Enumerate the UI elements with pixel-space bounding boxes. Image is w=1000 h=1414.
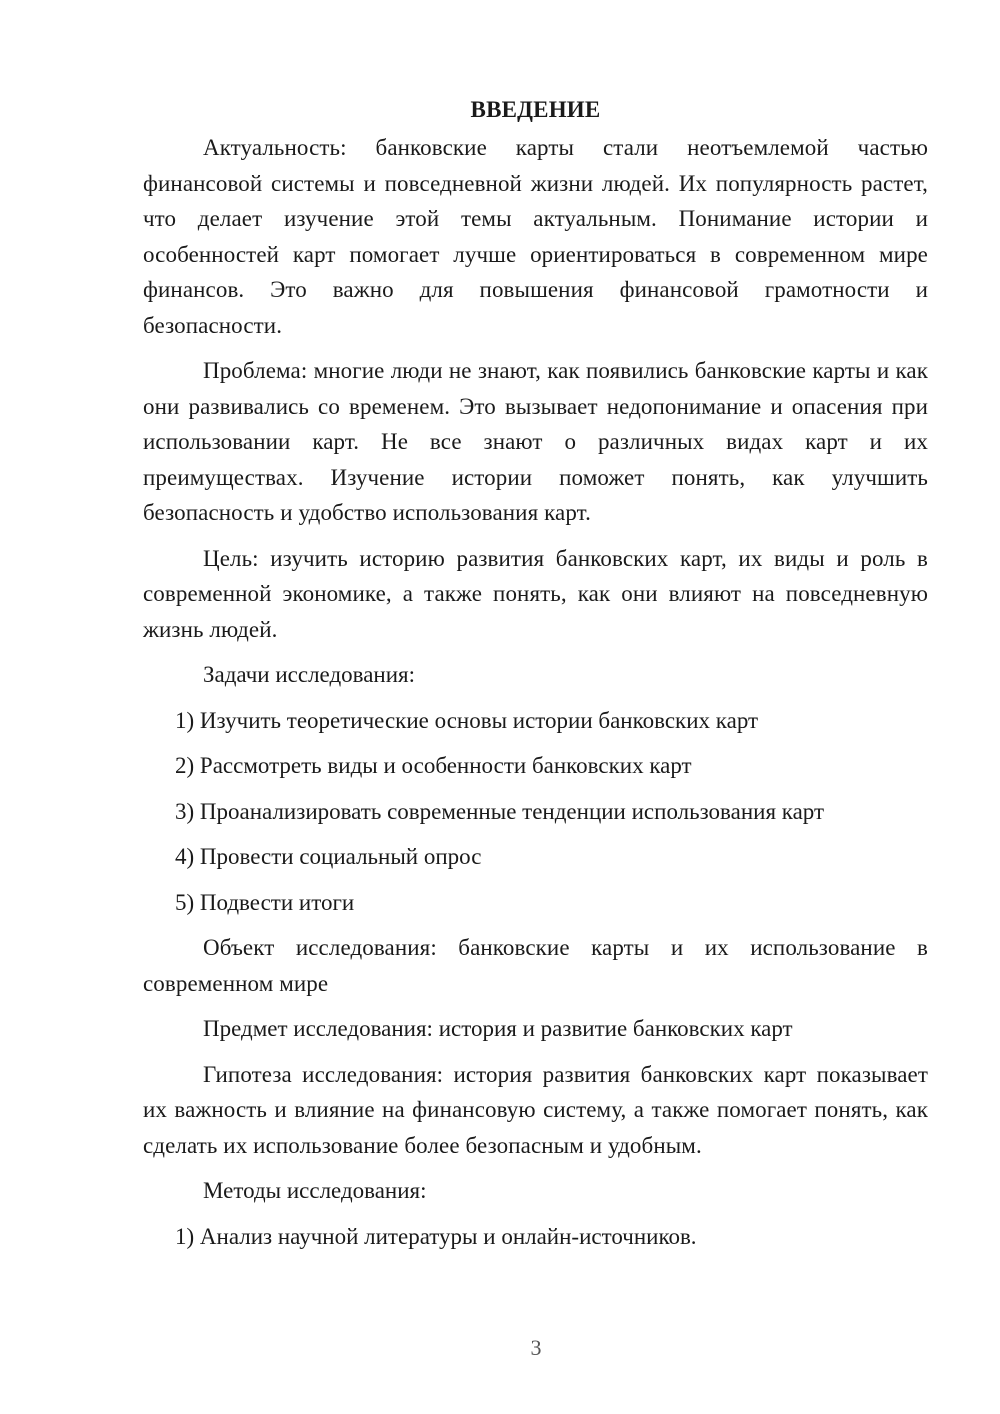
task-item: 2) Рассмотреть виды и особенности банковских карт [175,753,692,778]
method-item: 1) Анализ научной литературы и онлайн-источников. [175,1223,697,1249]
section-heading: ВВЕДЕНИЕ [470,97,601,122]
task-item: 1) Изучить теоретические основы истории банковских карт [175,707,759,733]
paragraph-object: Объект исследования: банковские карты и их использование в современном мире [143,935,928,996]
page-number: 3 [530,1335,542,1360]
task-item: 5) Подвести итоги [175,889,355,915]
paragraph-goal: Цель: изучить историю развития банковских карт, их виды и роль в современной экономике, а также понять, как они влияют на повседневную жизнь людей. [143,545,928,642]
task-item: 3) Проанализировать современные тенденции использования карт [175,798,825,824]
paragraph-subject: Предмет исследования: история и развитие банковских карт [203,1016,793,1041]
task-item: 4) Провести социальный опрос [175,844,482,869]
page-content [143,92,928,1264]
paragraph-hypothesis: Гипотеза исследования: история развития банковских карт показывает их важность и влияние на финансовую систему, а также помогает понять, как сделать их использование более безопасным и удобным. [143,1061,928,1158]
paragraph-relevance: Актуальность: банковские карты стали неотъемлемой частью финансовой системы и повседневной жизни людей. Их популярность растет, что делает изучение этой темы актуальным. Понимание истории и особенностей карт помогает лучше ориентироваться в современном мире финансов. Это важно для повышения финансовой грамотности и безопасности. [143,135,928,338]
tasks-title: Задачи исследования: [203,662,416,687]
methods-title: Методы исследования: [203,1178,427,1203]
paragraph-problem: Проблема: многие люди не знают, как появились банковские карты и как они развивались со временем. Это вызывает недопонимание и опасения при использовании карт. Не все знают о различных видах карт и их преимуществах. Изучение истории поможет понять, как улучшить безопасность и удобство использования карт. [143,358,928,525]
